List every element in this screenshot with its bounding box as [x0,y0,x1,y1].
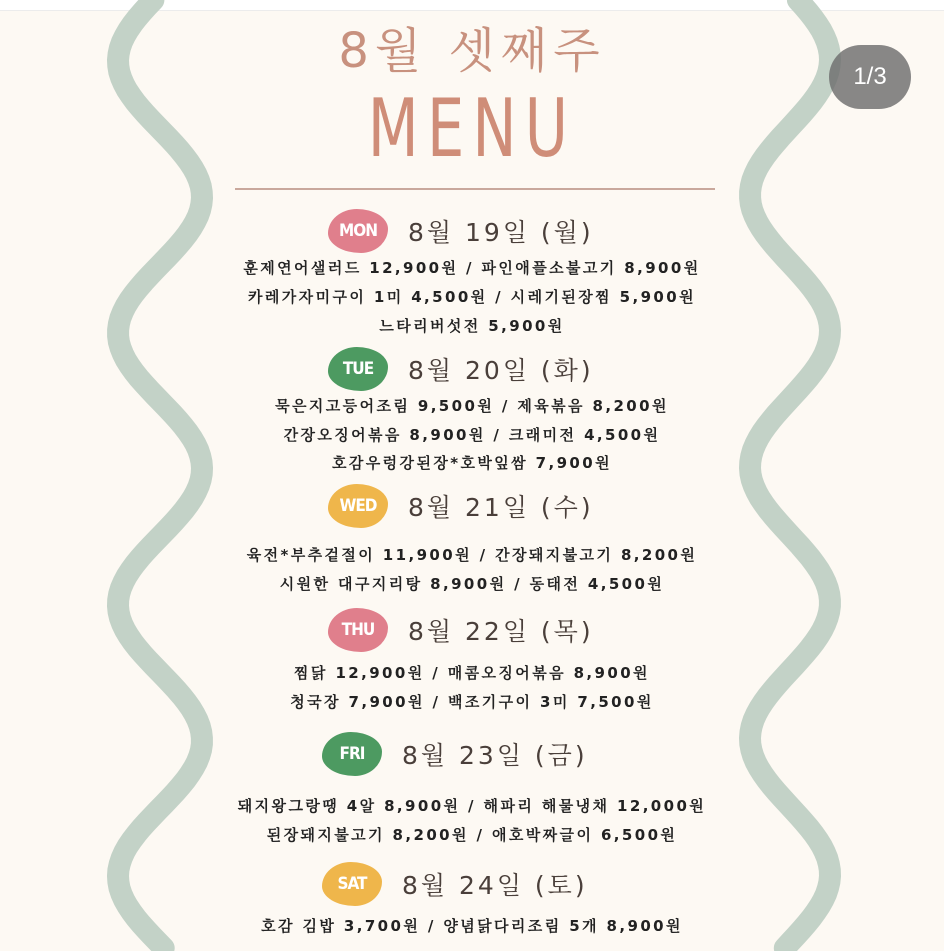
day-badge-wed: WED [328,484,388,528]
day-badge-fri: FRI [322,732,382,776]
image-counter-badge: 1/3 [829,45,911,109]
menu-item-line: 호감 김밥 3,700원 / 양념닭다리조림 5개 8,900원 [261,917,683,935]
day-header-wed [328,482,594,530]
menu-item-line: 묵은지고등어조림 9,500원 / 제육볶음 8,200원 [275,397,669,415]
menu-item-line: 훈제연어샐러드 12,900원 / 파인애플소불고기 8,900원 [243,259,701,277]
day-header-mon [328,207,594,255]
menu-item-line: 카레가자미구이 1미 4,500원 / 시레기된장찜 5,900원 [248,288,696,306]
day-date: 8월 21일 (수) [408,493,594,522]
menu-item-line: 찜닭 12,900원 / 매콤오징어볶음 8,900원 [294,664,650,682]
day-header-sat [322,860,588,908]
day-badge-thu: THU [328,608,388,652]
day-date: 8월 19일 (월) [408,218,594,247]
day-date: 8월 20일 (화) [408,356,594,385]
menu-item-line: 느타리버섯전 5,900원 [379,317,565,335]
day-date: 8월 24일 (토) [402,871,588,900]
menu-item-line: 간장오징어볶음 8,900원 / 크래미전 4,500원 [283,426,661,444]
day-badge-sat: SAT [322,862,382,906]
menu-item-line: 시원한 대구지리탕 8,900원 / 동태전 4,500원 [279,575,665,593]
menu-item-line: 된장돼지불고기 8,200원 / 애호박짜글이 6,500원 [266,826,678,844]
menu-item-line: 육전*부추겉절이 11,900원 / 간장돼지불고기 8,200원 [246,546,698,564]
day-badge-tue: TUE [328,347,388,391]
day-date: 8월 22일 (목) [408,617,594,646]
day-badge-mon: MON [328,209,388,253]
title-korean: 8월 셋째주 [338,23,606,79]
day-date: 8월 23일 (금) [402,741,588,770]
day-header-fri [322,730,588,778]
day-header-thu [328,606,594,654]
menu-item-line: 호감우렁강된장*호박잎쌈 7,900원 [332,454,612,472]
day-header-tue [328,345,594,393]
menu-item-line: 돼지왕그랑땡 4알 8,900원 / 해파리 해물냉채 12,000원 [237,797,707,815]
menu-item-line: 청국장 7,900원 / 백조기구이 3미 7,500원 [290,693,654,711]
title-menu: MENU [367,82,577,175]
title-divider [235,188,715,190]
